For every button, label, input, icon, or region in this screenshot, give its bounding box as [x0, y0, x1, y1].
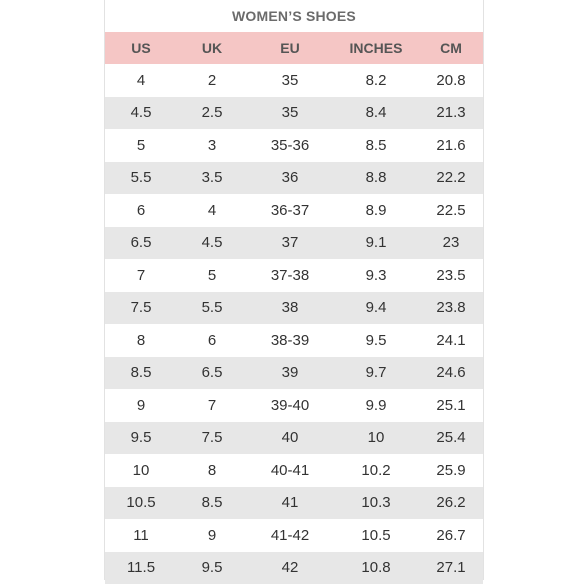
cell-eu: 38-39	[247, 332, 333, 349]
cell-inches: 8.8	[333, 169, 419, 186]
cell-uk: 9.5	[177, 559, 247, 576]
table-row	[105, 129, 483, 162]
cell-eu: 36-37	[247, 202, 333, 219]
cell-inches: 10.5	[333, 527, 419, 544]
cell-cm: 25.9	[419, 462, 483, 479]
cell-inches: 10.8	[333, 559, 419, 576]
cell-uk: 6.5	[177, 364, 247, 381]
cell-us: 11.5	[105, 559, 177, 576]
cell-cm: 20.8	[419, 72, 483, 89]
cell-us: 5.5	[105, 169, 177, 186]
cell-inches: 8.5	[333, 137, 419, 154]
cell-eu: 37	[247, 234, 333, 251]
cell-uk: 7	[177, 397, 247, 414]
cell-cm: 21.3	[419, 104, 483, 121]
cell-uk: 9	[177, 527, 247, 544]
cell-cm: 23	[419, 234, 483, 251]
cell-us: 6	[105, 202, 177, 219]
cell-inches: 9.5	[333, 332, 419, 349]
cell-eu: 40-41	[247, 462, 333, 479]
cell-eu: 40	[247, 429, 333, 446]
cell-cm: 25.1	[419, 397, 483, 414]
column-header-us: US	[105, 40, 177, 56]
cell-inches: 8.4	[333, 104, 419, 121]
cell-eu: 38	[247, 299, 333, 316]
cell-us: 10.5	[105, 494, 177, 511]
cell-us: 9.5	[105, 429, 177, 446]
cell-uk: 5	[177, 267, 247, 284]
cell-uk: 8.5	[177, 494, 247, 511]
table-row	[105, 162, 483, 195]
cell-uk: 5.5	[177, 299, 247, 316]
cell-uk: 2.5	[177, 104, 247, 121]
cell-eu: 42	[247, 559, 333, 576]
cell-us: 7.5	[105, 299, 177, 316]
column-header-cm: CM	[419, 40, 483, 56]
cell-uk: 6	[177, 332, 247, 349]
cell-cm: 24.1	[419, 332, 483, 349]
cell-us: 9	[105, 397, 177, 414]
cell-us: 7	[105, 267, 177, 284]
table-row	[105, 357, 483, 390]
cell-us: 5	[105, 137, 177, 154]
cell-us: 6.5	[105, 234, 177, 251]
cell-inches: 9.3	[333, 267, 419, 284]
cell-cm: 26.7	[419, 527, 483, 544]
column-header-uk: UK	[177, 40, 247, 56]
cell-cm: 24.6	[419, 364, 483, 381]
column-header-eu: EU	[247, 40, 333, 56]
cell-inches: 9.4	[333, 299, 419, 316]
cell-us: 4	[105, 72, 177, 89]
cell-inches: 8.9	[333, 202, 419, 219]
cell-cm: 23.8	[419, 299, 483, 316]
cell-cm: 21.6	[419, 137, 483, 154]
table-row	[105, 454, 483, 487]
table-body	[105, 64, 483, 584]
table-row	[105, 227, 483, 260]
cell-uk: 2	[177, 72, 247, 89]
cell-us: 10	[105, 462, 177, 479]
cell-eu: 39	[247, 364, 333, 381]
size-chart	[104, 0, 484, 580]
cell-inches: 9.9	[333, 397, 419, 414]
cell-us: 11	[105, 527, 177, 544]
table-row	[105, 422, 483, 455]
column-header-inches: INCHES	[333, 40, 419, 56]
cell-eu: 41	[247, 494, 333, 511]
cell-uk: 3.5	[177, 169, 247, 186]
table-row	[105, 324, 483, 357]
cell-uk: 3	[177, 137, 247, 154]
cell-eu: 35	[247, 104, 333, 121]
table-row	[105, 64, 483, 97]
cell-uk: 7.5	[177, 429, 247, 446]
cell-inches: 10.2	[333, 462, 419, 479]
cell-inches: 10.3	[333, 494, 419, 511]
cell-us: 4.5	[105, 104, 177, 121]
cell-eu: 35	[247, 72, 333, 89]
cell-eu: 37-38	[247, 267, 333, 284]
cell-uk: 4.5	[177, 234, 247, 251]
cell-inches: 10	[333, 429, 419, 446]
table-row	[105, 292, 483, 325]
table-row	[105, 487, 483, 520]
table-row	[105, 194, 483, 227]
table-row	[105, 389, 483, 422]
table-row	[105, 519, 483, 552]
table-row	[105, 552, 483, 584]
chart-title: WOMEN’S SHOES	[105, 0, 483, 32]
cell-cm: 23.5	[419, 267, 483, 284]
cell-cm: 25.4	[419, 429, 483, 446]
header-row	[105, 32, 483, 64]
cell-uk: 4	[177, 202, 247, 219]
cell-cm: 27.1	[419, 559, 483, 576]
cell-inches: 9.7	[333, 364, 419, 381]
cell-eu: 36	[247, 169, 333, 186]
cell-cm: 26.2	[419, 494, 483, 511]
cell-us: 8.5	[105, 364, 177, 381]
table-row	[105, 97, 483, 130]
cell-cm: 22.2	[419, 169, 483, 186]
cell-us: 8	[105, 332, 177, 349]
cell-eu: 35-36	[247, 137, 333, 154]
cell-inches: 9.1	[333, 234, 419, 251]
cell-cm: 22.5	[419, 202, 483, 219]
cell-eu: 41-42	[247, 527, 333, 544]
cell-uk: 8	[177, 462, 247, 479]
cell-eu: 39-40	[247, 397, 333, 414]
cell-inches: 8.2	[333, 72, 419, 89]
table-row	[105, 259, 483, 292]
